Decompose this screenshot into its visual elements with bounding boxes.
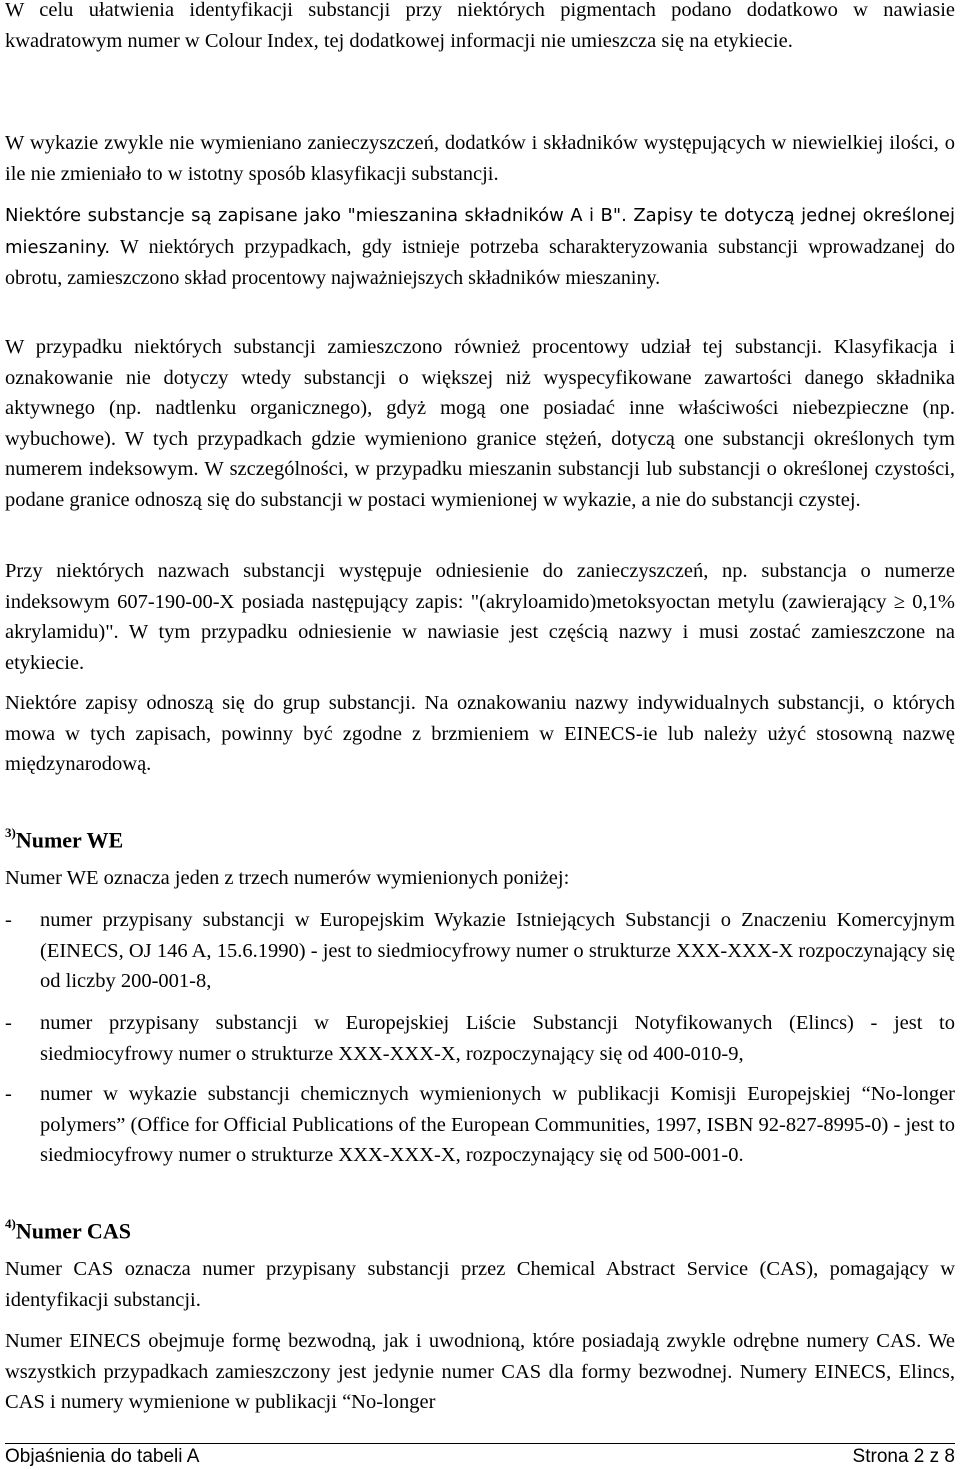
section-number: 3) xyxy=(5,825,16,840)
list-bullet: - xyxy=(5,1083,12,1105)
paragraph-percentage: W przypadku niektórych substancji zamieszczono również procentowy udział tej substancji. Klasyfikacja i oznakowanie nie dotyczy wtedy substancji o większej niż wyspecyfikowane zawartości danego składnika aktywnego (np. nadtlenku organicznego), gdyż mogą one posiadać inne właściwości niebezpieczne (np. wybuchowe). W tych przypadkach gdzie wymieniono granice stężeń, dotyczą one substancji określonych tym numerem indeksowym. W szczególności, w przypadku mieszanin substancji lub substancji o określonej czystości, podane granice odnoszą się do substancji w postaci wymienionej w wykazie, a nie do substancji czystej. xyxy=(5,336,955,511)
list-bullet: - xyxy=(5,1012,12,1034)
paragraph-ec-intro: Numer WE oznacza jeden z trzech numerów wymienionych poniżej: xyxy=(5,867,570,889)
section-title: Numer CAS xyxy=(15,1218,131,1244)
paragraph-mixtures xyxy=(5,200,955,294)
list-item xyxy=(5,905,955,997)
paragraph-mixtures-part2: W niektórych przypadkach, gdy istnieje potrzeba scharakteryzowania substancji wprowadzanej do obrotu, zamieszczono skład procentowy najważniejszych składników mieszaniny. xyxy=(5,235,955,290)
list-item-text: numer przypisany substancji w Europejskim Wykazie Istniejących Substancji o Znaczeniu Komercyjnym (EINECS, OJ 146 A, 15.6.1990) - jest to siedmiocyfrowy numer o strukturze XXX-XXX-X rozpoczynający się od liczby 200-001-8, xyxy=(40,909,955,993)
paragraph-einecs-cas: Numer EINECS obejmuje formę bezwodną, jak i uwodnioną, które posiadają zwykle odrębne numery CAS. We wszystkich przypadkach zamieszczony jest jedynie numer CAS dla formy bezwodnej. Numery EINECS, Elincs, CAS i numery wymienione w publikacji “No-longer xyxy=(5,1330,955,1414)
section-title: Numer WE xyxy=(15,827,124,853)
list-item-text: numer w wykazie substancji chemicznych wymienionych w publikacji Komisji Europejskiej “No-longer polymers” (Office for Official Publications of the European Communities, 1997, ISBN 92-827-8995-0) - jest to siedmiocyfrowy numer o strukturze XXX-XXX-X, rozpoczynający się od 500-001-0. xyxy=(40,1083,955,1167)
footer-page-number: Strona 2 z 8 xyxy=(852,1446,955,1467)
page-footer xyxy=(5,1443,955,1468)
section-heading-ec-number xyxy=(5,820,123,855)
paragraph-mixtures-part1: Niektóre substancje są zapisane jako "mieszanina składników A i B". Zapisy te dotyczą jednej określonej mieszaniny. xyxy=(5,205,955,258)
paragraph-impurities: W wykazie zwykle nie wymieniano zanieczyszczeń, dodatków i składników występujących w niewielkiej ilości, o ile nie zmieniało to w istotny sposób klasyfikacji substancji. xyxy=(5,132,955,185)
list-item xyxy=(5,1008,955,1069)
footer-document-title: Objaśnienia do tabeli A xyxy=(5,1446,200,1467)
section-number: 4) xyxy=(5,1216,16,1231)
paragraph-impurity-reference: Przy niektórych nazwach substancji występuje odniesienie do zanieczyszczeń, np. substancja o numerze indeksowym 607-190-00-X posiada następujący zapis: "(akryloamido)metoksyoctan metylu (zawierający ≥ 0,1% akrylamidu)". W tym przypadku odniesienie w nawiasie jest częścią nazwy i musi zostać zamieszczone na etykiecie. xyxy=(5,560,955,674)
list-bullet: - xyxy=(5,909,12,931)
list-item-text: numer przypisany substancji w Europejskiej Liście Substancji Notyfikowanych (Elincs) - jest to siedmiocyfrowy numer o strukturze XXX-XXX-X, rozpoczynający się od 400-010-9, xyxy=(40,1012,955,1065)
paragraph-groups: Niektóre zapisy odnoszą się do grup substancji. Na oznakowaniu nazwy indywidualnych substancji, o których mowa w tych zapisach, powinny być zgodne z brzmieniem w EINECS-ie lub należy użyć stosowną nazwę międzynarodową. xyxy=(5,692,955,776)
section-heading-cas-number xyxy=(5,1211,131,1246)
list-item xyxy=(5,1079,955,1171)
paragraph-colour-index: W celu ułatwienia identyfikacji substancji przy niektórych pigmentach podano dodatkowo w nawiasie kwadratowym numer w Colour Index, tej dodatkowej informacji nie umieszcza się na etykiecie. xyxy=(5,0,955,52)
paragraph-cas-definition: Numer CAS oznacza numer przypisany substancji przez Chemical Abstract Service (CAS), pomagający w identyfikacji substancji. xyxy=(5,1258,955,1311)
footer-divider xyxy=(5,1443,955,1444)
